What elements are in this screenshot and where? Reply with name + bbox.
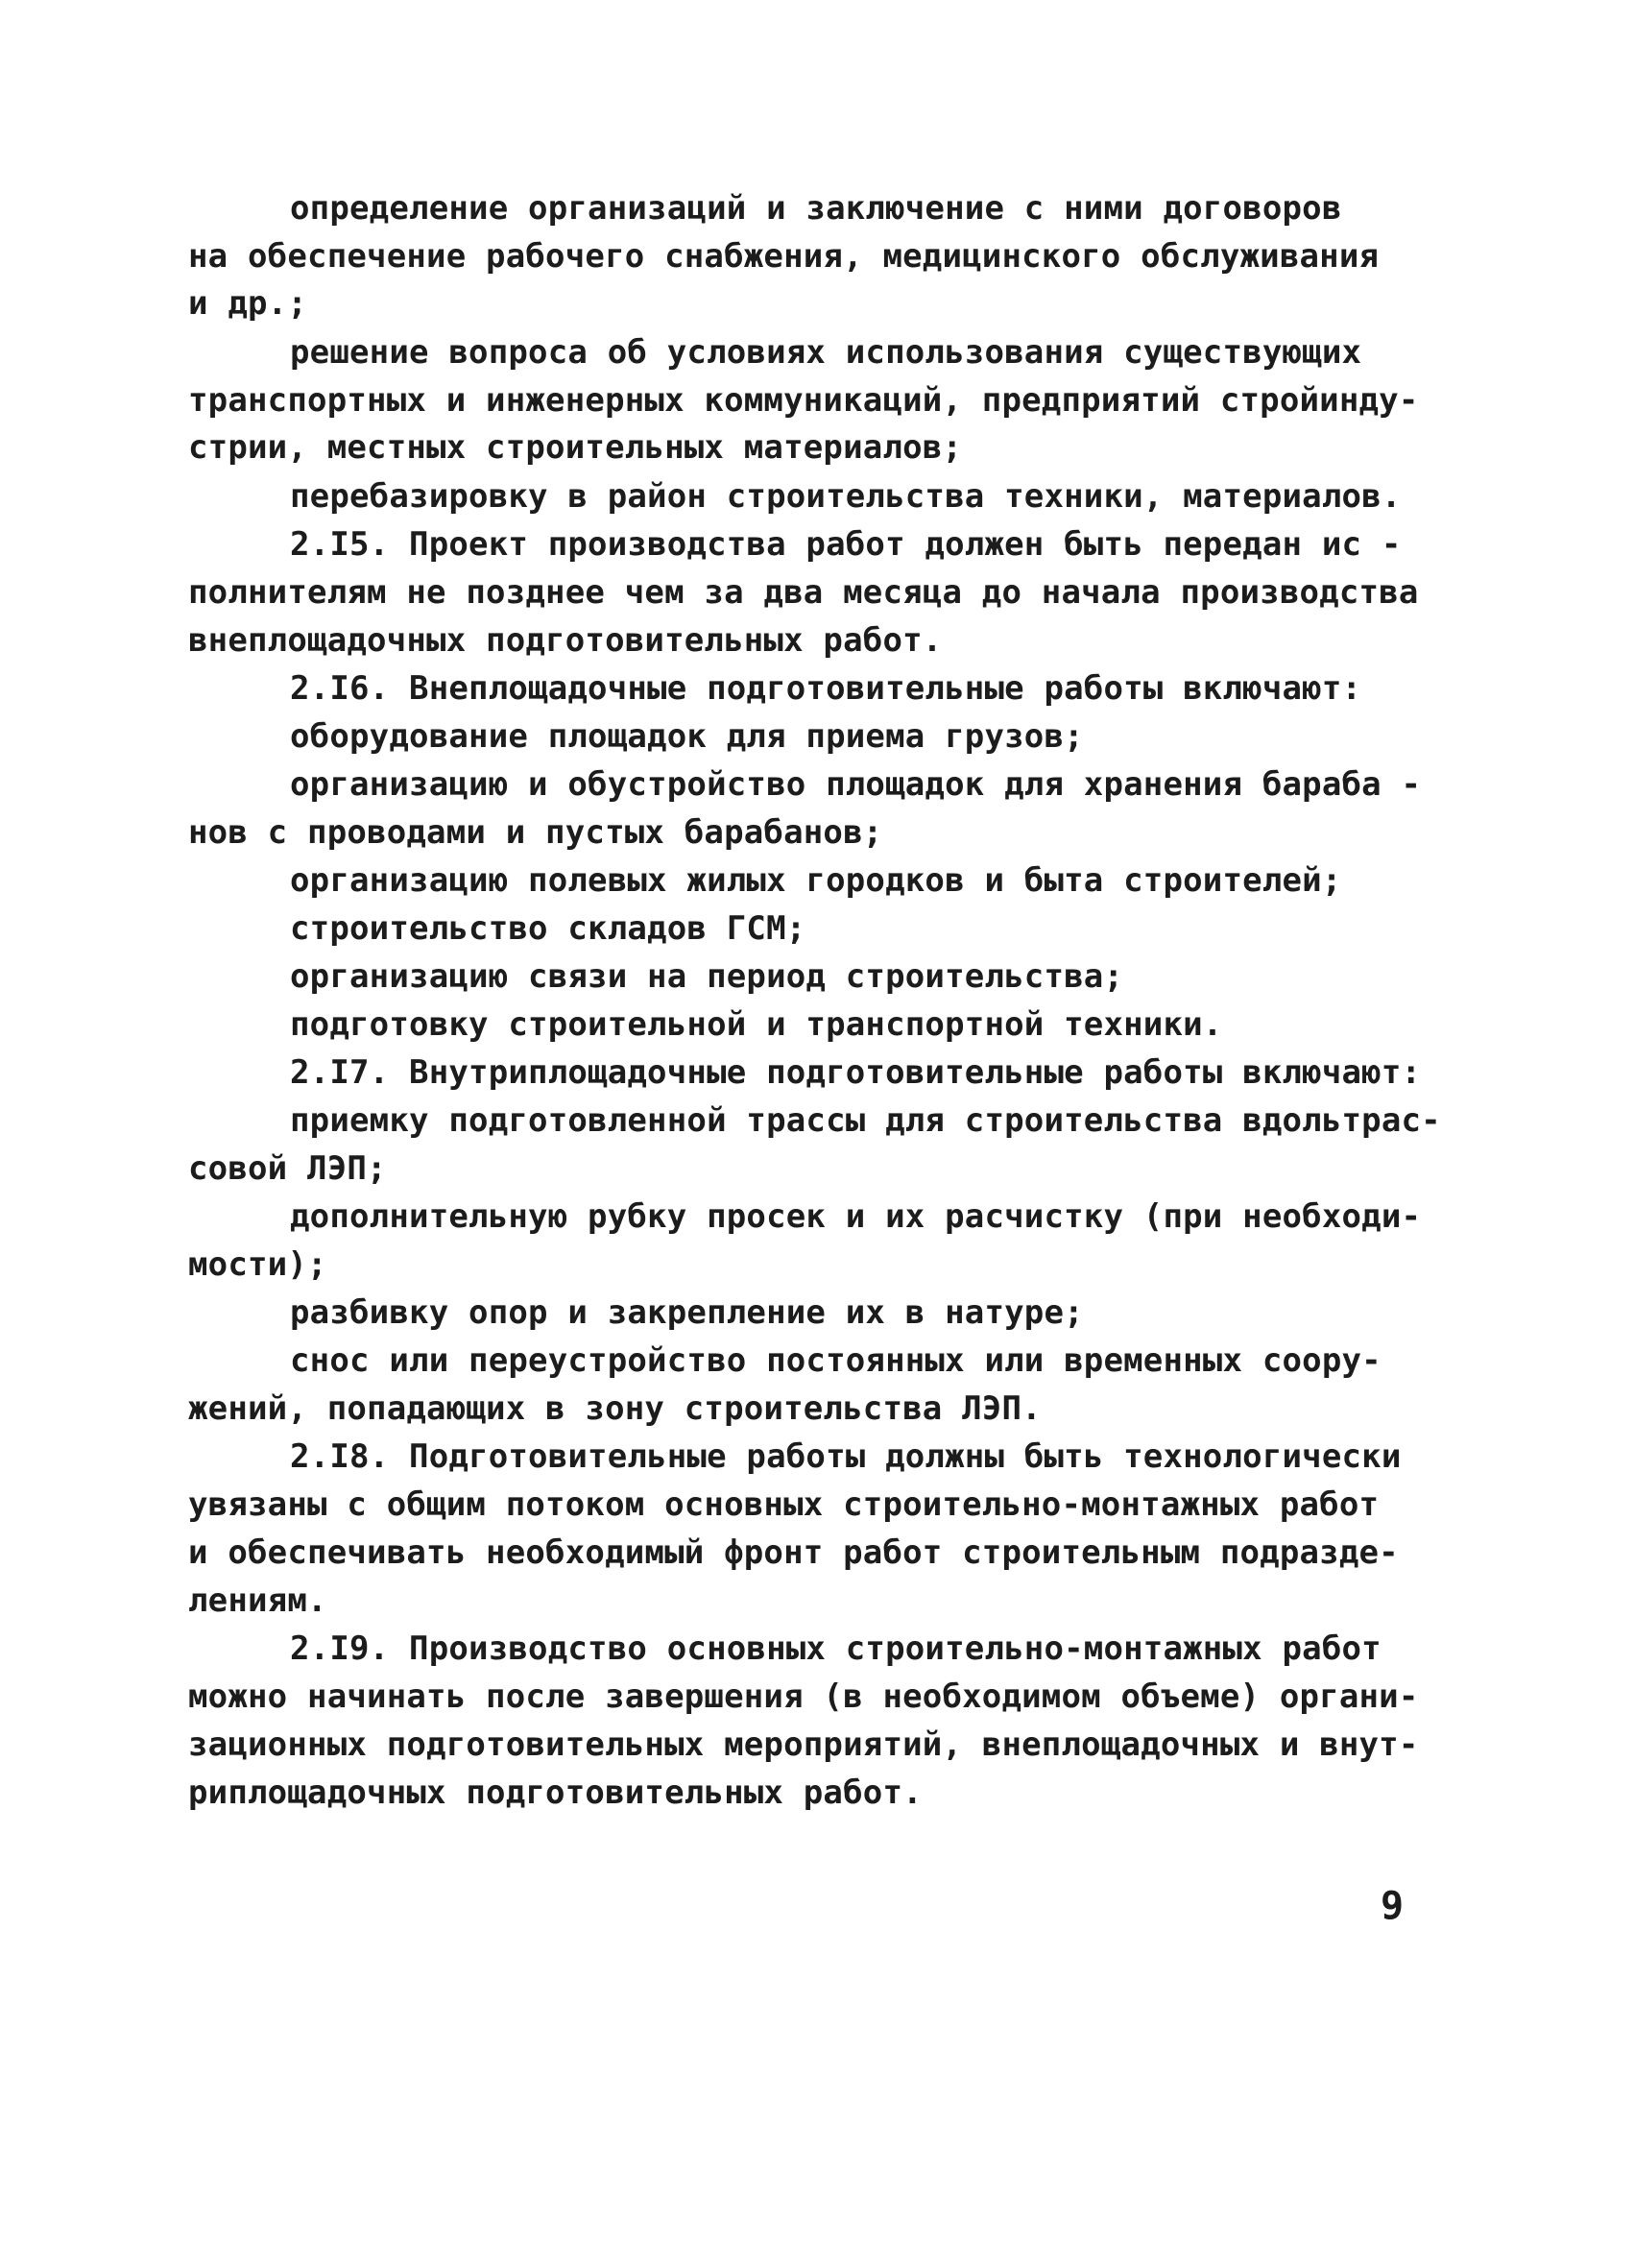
text-line: организацию полевых жилых городков и быта строителей; bbox=[290, 861, 1342, 900]
text-line: нов с проводами и пустых барабанов; bbox=[188, 813, 883, 852]
text-line: риплощадочных подготовительных работ. bbox=[188, 1773, 923, 1812]
text-line: разбивку опор и закрепление их в натуре; bbox=[290, 1293, 1084, 1332]
text-line: снос или переустройство постоянных или временных соору- bbox=[290, 1341, 1382, 1380]
text-line: организацию и обустройство площадок для хранения бараба - bbox=[290, 765, 1422, 804]
text-line: жений, попадающих в зону строительства ЛЭП. bbox=[188, 1389, 1042, 1428]
text-line: совой ЛЭП; bbox=[188, 1149, 387, 1188]
text-line: оборудование площадок для приема грузов; bbox=[290, 717, 1084, 756]
text-line: и обеспечивать необходимый фронт работ строительным подразде- bbox=[188, 1533, 1399, 1572]
text-line: лениям. bbox=[188, 1581, 327, 1620]
text-line: можно начинать после завершения (в необходимом объеме) органи- bbox=[188, 1677, 1419, 1716]
text-line: и др.; bbox=[188, 284, 308, 323]
text-line: на обеспечение рабочего снабжения, медицинского обслуживания bbox=[188, 237, 1380, 276]
text-line: мости); bbox=[188, 1245, 327, 1284]
text-line: увязаны с общим потоком основных строительно-монтажных работ bbox=[188, 1485, 1380, 1524]
text-line: решение вопроса об условиях использования существующих bbox=[290, 333, 1362, 372]
section-2-19: 2.I9. Производство основных строительно-монтажных работ bbox=[290, 1629, 1382, 1668]
text-line: полнителям не позднее чем за два месяца до начала производства bbox=[188, 573, 1419, 612]
text-line: внеплощадочных подготовительных работ. bbox=[188, 621, 943, 660]
text-line: зационных подготовительных мероприятий, внеплощадочных и внут- bbox=[188, 1725, 1419, 1764]
text-line: дополнительную рубку просек и их расчистку (при необходи- bbox=[290, 1197, 1422, 1236]
text-line: строительство складов ГСМ; bbox=[290, 909, 806, 948]
text-line: транспортных и инженерных коммуникаций, предприятий стройинду- bbox=[188, 381, 1419, 420]
text-line: перебазировку в район строительства техники, материалов. bbox=[290, 477, 1402, 516]
section-2-18: 2.I8. Подготовительные работы должны быть технологически bbox=[290, 1437, 1402, 1476]
page-number: 9 bbox=[1381, 1884, 1405, 1928]
section-2-16: 2.I6. Внеплощадочные подготовительные работы включают: bbox=[290, 669, 1362, 708]
text-line: определение организаций и заключение с ними договоров bbox=[290, 189, 1342, 228]
text-line: стрии, местных строительных материалов; bbox=[188, 428, 963, 467]
section-2-15: 2.I5. Проект производства работ должен быть передан ис - bbox=[290, 525, 1402, 564]
section-2-17: 2.I7. Внутриплощадочные подготовительные работы включают: bbox=[290, 1053, 1422, 1092]
text-line: организацию связи на период строительства; bbox=[290, 957, 1124, 996]
text-line: подготовку строительной и транспортной техники. bbox=[290, 1005, 1223, 1044]
text-line: приемку подготовленной трассы для строительства вдольтрас- bbox=[290, 1101, 1441, 1140]
